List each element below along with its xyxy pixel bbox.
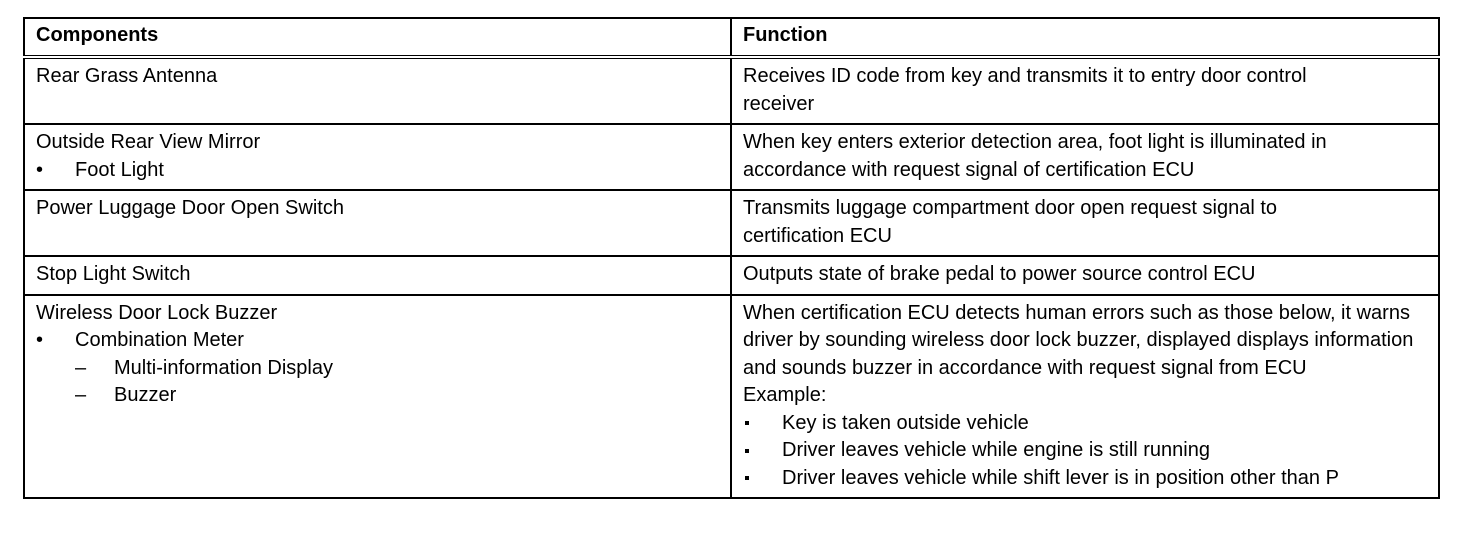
component-cell: [24, 190, 731, 256]
bullet-marker: •: [36, 158, 44, 181]
component-sub-label: Buzzer: [114, 384, 177, 406]
component-bullet-label: Combination Meter: [75, 329, 244, 351]
header-function: Function: [731, 18, 1439, 57]
function-text: Transmits luggage compartment door open request signal to certification ECU: [743, 197, 1277, 247]
function-text: Receives ID code from key and transmits it to entry door control receiver: [743, 65, 1307, 115]
function-cell: [731, 295, 1439, 499]
function-text: When key enters exterior detection area, foot light is illuminated in accordance with request signal of certification ECU: [743, 131, 1327, 181]
example-item: [743, 437, 1428, 465]
example-label: Example:: [743, 384, 827, 406]
example-text: Key is taken outside vehicle: [782, 411, 1029, 434]
square-bullet-icon: [743, 437, 782, 465]
function-cell: [731, 190, 1439, 256]
component-sub-item: [36, 382, 720, 410]
component-name: Power Luggage Door Open Switch: [36, 197, 344, 219]
component-sub-label: Multi-information Display: [114, 356, 333, 379]
example-text: Driver leaves vehicle while engine is still running: [782, 439, 1210, 461]
component-cell: [24, 124, 731, 190]
function-cell: [731, 124, 1439, 190]
components-function-table: [23, 17, 1440, 499]
dash-marker: –: [75, 384, 87, 406]
component-bullet-item: [36, 157, 720, 185]
table-row: [24, 124, 1439, 190]
table-row: [24, 295, 1439, 499]
component-name: Stop Light Switch: [36, 263, 191, 285]
table-row: [24, 190, 1439, 256]
component-name: Outside Rear View Mirror: [36, 131, 261, 153]
table-header-row: [24, 18, 1439, 57]
function-text: When certification ECU detects human errors such as those below, it warns driver by sounding wireless door lock buzzer, displayed displays information and sounds buzzer in accordance with request signal from ECU: [743, 301, 1414, 379]
example-item: [743, 410, 1428, 438]
bullet-marker: •: [36, 329, 44, 351]
component-cell: [24, 57, 731, 124]
component-bullet-label: Foot Light: [75, 158, 164, 181]
component-name: Rear Grass Antenna: [36, 65, 218, 87]
function-cell: [731, 256, 1439, 295]
component-cell: [24, 295, 731, 499]
example-text: Driver leaves vehicle while shift lever is in position other than P: [782, 466, 1339, 489]
component-sub-item: [36, 355, 720, 383]
example-item: [743, 465, 1428, 493]
square-bullet-icon: [743, 410, 782, 438]
function-text: Outputs state of brake pedal to power source control ECU: [743, 263, 1256, 285]
square-bullet-icon: [743, 465, 782, 493]
dash-marker: –: [75, 356, 87, 379]
component-bullet-item: [36, 327, 720, 355]
component-name: Wireless Door Lock Buzzer: [36, 301, 278, 324]
component-cell: [24, 256, 731, 295]
header-components: Components: [24, 18, 731, 57]
table-row: [24, 256, 1439, 295]
table-row: [24, 57, 1439, 124]
function-cell: [731, 57, 1439, 124]
